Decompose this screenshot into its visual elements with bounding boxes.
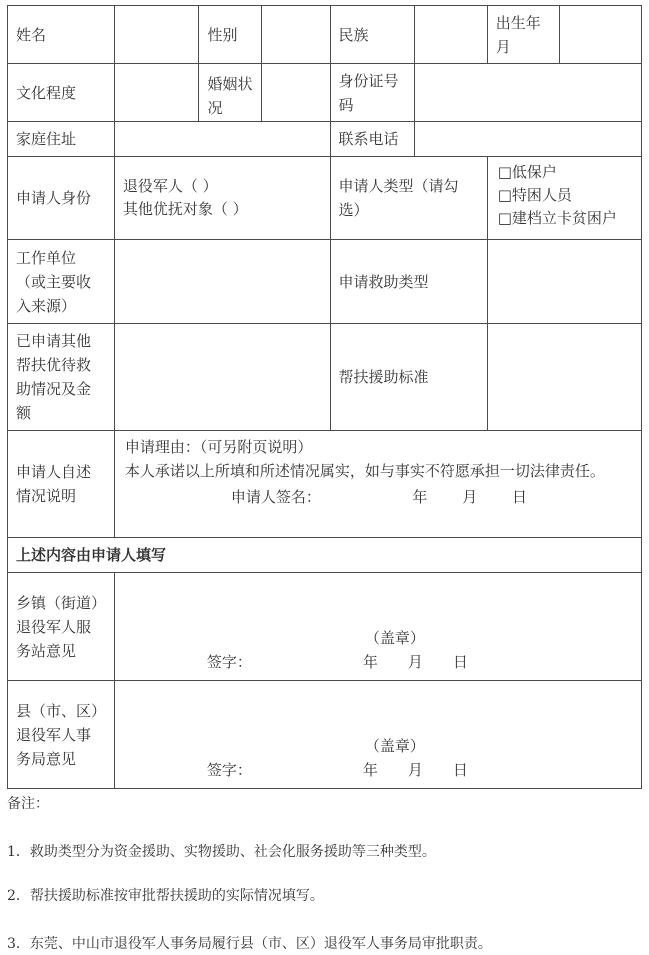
township-stamp: （盖章）	[364, 629, 425, 647]
type-options	[487, 157, 641, 240]
work-field[interactable]	[114, 240, 330, 324]
row-basic-info	[8, 6, 642, 64]
phone-field[interactable]	[415, 122, 642, 157]
type-option-tekun[interactable]: □特困人员	[497, 186, 572, 204]
type-label: 申请人类型（请勾选）	[330, 157, 487, 240]
phone-label: 联系电话	[330, 122, 415, 157]
county-date	[363, 758, 468, 782]
note-item-3: 3．东莞、中山市退役军人事务局履行县（市、区）退役军人事务局审批职责。	[7, 936, 492, 952]
applicant-signature-line	[125, 485, 633, 509]
township-year: 年	[362, 653, 378, 671]
marital-field[interactable]	[261, 64, 330, 122]
row-county-opinion	[8, 681, 642, 789]
township-opinion-label: 乡镇（街道）退役军人服务站意见	[8, 573, 115, 681]
ethnicity-label: 民族	[330, 6, 415, 64]
county-year: 年	[362, 761, 378, 779]
aid-type-label: 申请救助类型	[330, 240, 487, 324]
row-statement	[8, 431, 642, 538]
township-date	[363, 650, 468, 674]
statement-field[interactable]	[114, 431, 641, 538]
township-day: 日	[452, 653, 468, 671]
row-identity	[8, 157, 642, 240]
marital-label: 婚姻状况	[199, 64, 261, 122]
application-form-table	[7, 5, 642, 789]
education-field[interactable]	[114, 64, 199, 122]
type-option-pinkun[interactable]: □建档立卡贫困户	[497, 209, 617, 227]
education-label: 文化程度	[8, 64, 115, 122]
id-label: 身份证号码	[330, 64, 415, 122]
sig-day: 日	[511, 488, 527, 506]
id-field[interactable]	[415, 64, 642, 122]
identity-options[interactable]	[114, 157, 330, 240]
statement-label: 申请人自述情况说明	[8, 431, 115, 538]
identity-option-other[interactable]: 其他优抚对象（ ）	[122, 200, 248, 218]
row-other-aid	[8, 324, 642, 431]
township-opinion-field[interactable]	[114, 573, 641, 681]
county-opinion-field[interactable]	[114, 681, 641, 789]
name-label: 姓名	[8, 6, 115, 64]
promise-text: 本人承诺以上所填和所述情况属实，如与事实不符愿承担一切法律责任。	[124, 462, 605, 480]
work-label: 工作单位（或主要收入来源）	[8, 240, 115, 324]
row-education	[8, 64, 642, 122]
county-opinion-label: 县（市、区）退役军人事务局意见	[8, 681, 115, 789]
row-section-title	[8, 538, 642, 573]
signature-label: 申请人签名：	[230, 488, 321, 506]
standard-label: 帮扶援助标准	[330, 324, 487, 431]
note-item-2: 2．帮扶援助标准按审批帮扶援助的实际情况填写。	[7, 888, 324, 904]
birth-label: 出生年月	[487, 6, 560, 64]
identity-option-veteran[interactable]: 退役军人（ ）	[122, 177, 218, 195]
gender-field[interactable]	[261, 6, 330, 64]
other-aid-field[interactable]	[114, 324, 330, 431]
address-label: 家庭住址	[8, 122, 115, 157]
birth-field[interactable]	[560, 6, 642, 64]
row-address	[8, 122, 642, 157]
address-field[interactable]	[114, 122, 330, 157]
township-sign-label: 签字：	[206, 653, 252, 671]
type-option-dibao[interactable]: □低保户	[497, 163, 557, 181]
county-stamp: （盖章）	[364, 737, 425, 755]
gender-label: 性别	[199, 6, 261, 64]
row-work	[8, 240, 642, 324]
county-day: 日	[452, 761, 468, 779]
other-aid-label: 已申请其他帮扶优待救助情况及金额	[8, 324, 115, 431]
county-month: 月	[407, 761, 423, 779]
ethnicity-field[interactable]	[415, 6, 488, 64]
note-item-1: 1．救助类型分为资金援助、实物援助、社会化服务援助等三种类型。	[7, 844, 436, 860]
row-township-opinion	[8, 573, 642, 681]
county-sign-label: 签字：	[206, 761, 252, 779]
sig-month: 月	[462, 488, 478, 506]
section-title: 上述内容由申请人填写	[8, 538, 642, 573]
standard-field[interactable]	[487, 324, 641, 431]
aid-type-field[interactable]	[487, 240, 641, 324]
sig-year: 年	[412, 488, 428, 506]
reason-text: 申请理由：（可另附页说明）	[124, 438, 313, 456]
name-field[interactable]	[114, 6, 199, 64]
notes-heading: 备注：	[7, 796, 49, 812]
township-month: 月	[407, 653, 423, 671]
identity-label: 申请人身份	[8, 157, 115, 240]
